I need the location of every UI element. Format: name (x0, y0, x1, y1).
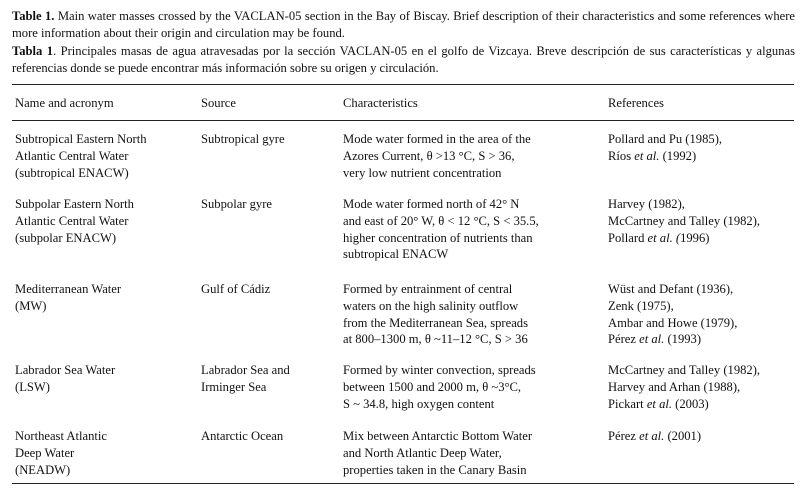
cell-line: waters on the high salinity outflow (343, 298, 519, 313)
cell-references (608, 131, 722, 165)
cell-source (201, 428, 283, 445)
cell-source (201, 196, 272, 213)
header-references: References (608, 96, 664, 110)
caption-english (12, 8, 795, 42)
caption-spanish-text: . Principales masas de agua atravesadas por la sección VACLAN-05 en el golfo de Vizcaya. Breve descripción de sus características y algunas referencias donde se puede encontrar más información sobre su origen y circulación. (12, 44, 795, 75)
reference-text: (2001) (664, 429, 702, 443)
header-characteristics: Characteristics (343, 96, 418, 110)
reference-text: 1996) (680, 230, 710, 245)
cell-line: Mediterranean Water (15, 282, 122, 296)
reference-text: McCartney and Talley (1982), (608, 213, 761, 228)
cell-line: Mix between Antarctic Bottom Water (343, 429, 533, 443)
cell-line: between 1500 and 2000 m, θ ~3°C, (343, 379, 522, 394)
cell-references (608, 428, 701, 445)
reference-text: (1992) (659, 148, 697, 163)
cell-line: Subpolar gyre (201, 197, 272, 211)
table-top-rule (12, 84, 794, 85)
reference-line (608, 331, 737, 348)
cell-line: Azores Current, θ >13 °C, S > 36, (343, 148, 515, 163)
header-name: Name and acronym (15, 96, 114, 110)
cell-line: (LSW) (15, 379, 50, 394)
reference-text: Ambar and Howe (1979), (608, 315, 738, 330)
cell-characteristics (343, 281, 528, 348)
reference-line (608, 281, 737, 298)
cell-line: (subpolar ENACW) (15, 230, 117, 245)
table-bottom-rule (12, 483, 794, 484)
cell-line: Labrador Sea and (201, 363, 290, 377)
reference-text: Zenk (1975), (608, 298, 674, 313)
reference-line (608, 379, 760, 396)
cell-line: Antarctic Ocean (201, 429, 284, 443)
cell-line: Subtropical gyre (201, 132, 285, 146)
cell-characteristics (343, 362, 536, 412)
caption-spanish (12, 43, 795, 77)
cell-line: higher concentration of nutrients than (343, 230, 533, 245)
cell-line: from the Mediterranean Sea, spreads (343, 315, 528, 330)
reference-text: Harvey and Arhan (1988), (608, 379, 741, 394)
reference-italic: et al. ( (647, 230, 681, 245)
reference-text: Pollard and Pu (1985), (608, 132, 723, 146)
cell-name (15, 131, 147, 181)
cell-line: and North Atlantic Deep Water, (343, 445, 502, 460)
reference-italic: et al. (639, 332, 665, 347)
cell-line: Formed by entrainment of central (343, 282, 513, 296)
reference-text: Pickart (608, 396, 647, 411)
reference-italic: et al. (646, 396, 673, 411)
cell-line: (NEADW) (15, 462, 71, 477)
cell-source (201, 362, 290, 396)
cell-line: (subtropical ENACW) (15, 165, 129, 180)
cell-references (608, 196, 760, 246)
cell-name (15, 428, 107, 478)
reference-line (608, 315, 737, 332)
reference-italic: et al. (634, 148, 660, 163)
reference-line (608, 196, 760, 213)
cell-characteristics (343, 131, 531, 181)
cell-line: S ~ 34.8, high oxygen content (343, 396, 495, 411)
cell-line: Subpolar Eastern North (15, 197, 134, 211)
reference-text: Pérez (608, 332, 640, 347)
caption-english-label: Table 1. (12, 9, 55, 23)
reference-text: McCartney and Talley (1982), (608, 363, 761, 377)
cell-line: Atlantic Central Water (15, 213, 129, 228)
cell-line: Labrador Sea Water (15, 363, 116, 377)
reference-italic: et al. (639, 429, 665, 443)
cell-name (15, 196, 134, 246)
caption-english-text: Main water masses crossed by the VACLAN-05 section in the Bay of Biscay. Brief description of their characteristics and some references where more information about their origin and circulation may be found. (12, 9, 795, 40)
reference-line (608, 362, 760, 379)
reference-text: Pollard (608, 230, 648, 245)
reference-text: Harvey (1982), (608, 197, 685, 211)
cell-line: Gulf of Cádiz (201, 282, 271, 296)
cell-line: Deep Water (15, 445, 75, 460)
cell-source (201, 281, 270, 298)
cell-line: Mode water formed in the area of the (343, 132, 531, 146)
reference-text: Pérez (608, 429, 640, 443)
cell-characteristics (343, 196, 539, 263)
cell-line: Atlantic Central Water (15, 148, 129, 163)
reference-line (608, 396, 760, 413)
cell-line: at 800–1300 m, θ ~11–12 °C, S > 36 (343, 332, 528, 347)
reference-text: (1993) (664, 332, 702, 347)
cell-line: and east of 20° W, θ < 12 °C, S < 35.5, (343, 213, 539, 228)
cell-line: subtropical ENACW (343, 247, 449, 262)
cell-name (15, 281, 121, 315)
cell-source (201, 131, 285, 148)
reference-text: Ríos (608, 148, 635, 163)
cell-references (608, 362, 760, 412)
cell-line: very low nutrient concentration (343, 165, 502, 180)
reference-line (608, 298, 737, 315)
table-header-rule (12, 120, 794, 121)
cell-name (15, 362, 115, 396)
cell-line: Formed by winter convection, spreads (343, 363, 536, 377)
caption-spanish-label: Tabla 1 (12, 44, 54, 58)
reference-line (608, 428, 701, 445)
reference-text: (2003) (672, 396, 709, 411)
reference-line (608, 131, 722, 148)
reference-line (608, 148, 722, 165)
cell-line: Subtropical Eastern North (15, 132, 147, 146)
cell-line: Northeast Atlantic (15, 429, 107, 443)
cell-line: (MW) (15, 298, 47, 313)
cell-characteristics (343, 428, 532, 478)
cell-line: properties taken in the Canary Basin (343, 462, 527, 477)
cell-references (608, 281, 737, 348)
reference-text: Wüst and Defant (1936), (608, 282, 734, 296)
cell-line: Mode water formed north of 42° N (343, 197, 520, 211)
header-source: Source (201, 96, 236, 110)
reference-line (608, 213, 760, 230)
reference-line (608, 230, 760, 247)
cell-line: Irminger Sea (201, 379, 267, 394)
